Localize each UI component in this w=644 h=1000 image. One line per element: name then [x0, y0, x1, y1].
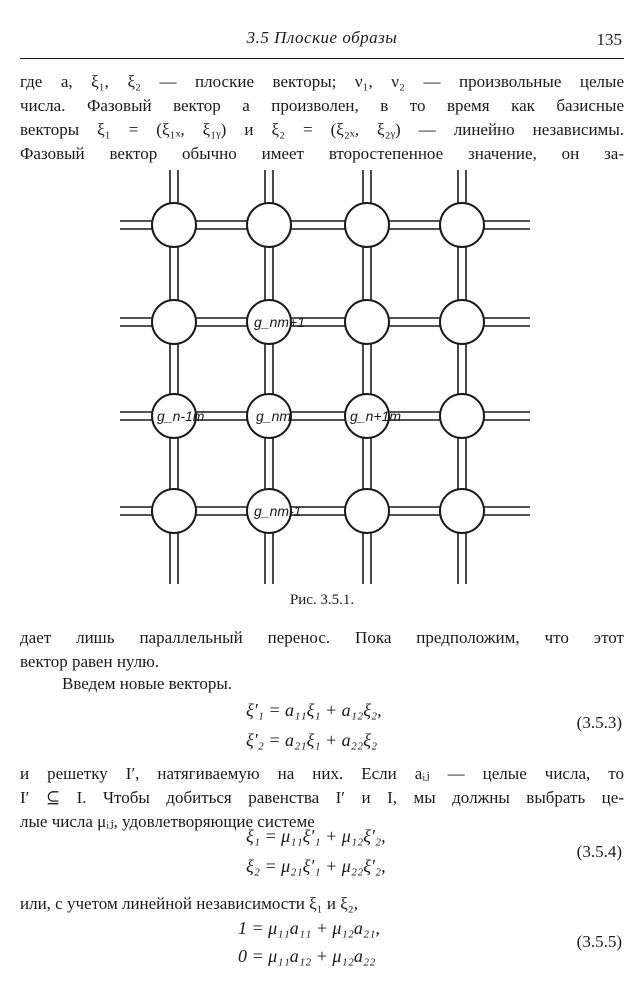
lattice-node [440, 394, 484, 438]
paragraph-2-line-2: вектор равен нулю. [20, 652, 160, 671]
paragraph-1-line-2: числа. Фазовый вектор a произволен, в то время как базисные [20, 96, 624, 115]
equation-3-5-3-line-2: ξ′₂ = a₂₁ξ₁ + a₂₂ξ₂ [246, 730, 378, 750]
equation-number-3-5-3: (3.5.3) [576, 713, 622, 732]
paragraph-1-line-4: Фазовый вектор обычно имеет второстепенное значение, он за- [20, 144, 624, 163]
lattice-node [247, 203, 291, 247]
node-label-g-nm-minus-1: g_nm-1 [254, 503, 302, 519]
lattice-node [345, 203, 389, 247]
page-number: 135 [596, 30, 622, 49]
node-label-g-nm-plus-1: g_nm+1 [254, 314, 305, 330]
node-label-g-n-minus-1-m: g_n-1m [157, 408, 205, 424]
lattice-node [345, 489, 389, 533]
equation-3-5-4-line-1: ξ₁ = μ₁₁ξ′₁ + μ₁₂ξ′₂, [246, 826, 386, 846]
paragraph-1-line-1: где a, ξ₁, ξ₂ — плоские векторы; ν₁, ν₂ — произвольные целые [20, 72, 624, 91]
paragraph-4-line-1: и решетку I′, натягиваемую на них. Если aᵢⱼ — целые числа, то [20, 764, 624, 783]
paragraph-2-line-1: дает лишь параллельный перенос. Пока предположим, что этот [20, 628, 624, 647]
paragraph-4-line-3: лые числа μᵢⱼ, удовлетворяющие системе [20, 812, 315, 831]
equation-3-5-5-line-1: 1 = μ₁₁a₁₁ + μ₁₂a₂₁, [238, 918, 380, 938]
lattice-figure [120, 170, 530, 584]
running-header-title: 3.5 Плоские образы [246, 28, 398, 47]
equation-3-5-5-line-2: 0 = μ₁₁a₁₂ + μ₁₂a₂₂ [238, 946, 376, 966]
figure-caption: Рис. 3.5.1. [289, 592, 355, 608]
paragraph-1-line-3: векторы ξ₁ = (ξ₁ₓ, ξ₁ᵧ) и ξ₂ = (ξ₂ₓ, ξ₂ᵧ) — линейно независимы. [20, 120, 624, 139]
equation-3-5-4-line-2: ξ₂ = μ₂₁ξ′₁ + μ₂₂ξ′₂, [246, 856, 386, 876]
lattice-node [440, 300, 484, 344]
header-rule [20, 58, 624, 59]
equation-number-3-5-4: (3.5.4) [576, 842, 622, 861]
lattice-node [345, 300, 389, 344]
node-label-g-nm: g_nm [256, 408, 292, 424]
lattice-node [152, 203, 196, 247]
equation-number-3-5-5: (3.5.5) [576, 932, 622, 951]
paragraph-4-line-2: I′ ⊆ I. Чтобы добиться равенства I′ и I, мы должны выбрать це- [20, 788, 624, 807]
paragraph-3: Введем новые векторы. [62, 674, 233, 693]
lattice-node [440, 203, 484, 247]
equation-3-5-3-line-1: ξ′₁ = a₁₁ξ₁ + a₁₂ξ₂, [246, 700, 382, 720]
node-label-g-n-plus-1-m: g_n+1m [350, 408, 401, 424]
paragraph-5: или, с учетом линейной независимости ξ₁ и ξ₂, [20, 894, 358, 913]
lattice-node [440, 489, 484, 533]
lattice-node [152, 300, 196, 344]
lattice-node [152, 489, 196, 533]
